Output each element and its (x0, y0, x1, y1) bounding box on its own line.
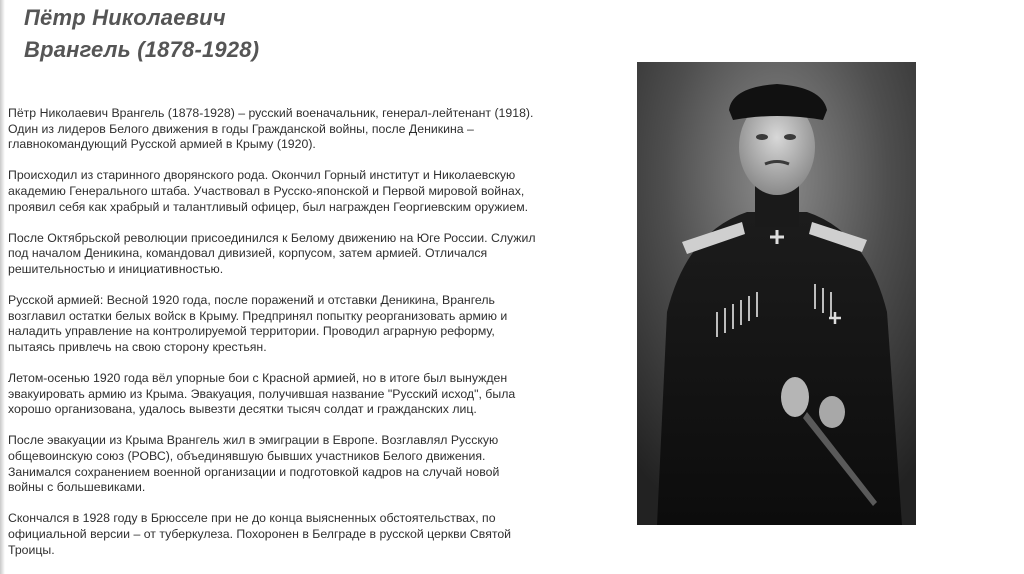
biography-text (8, 106, 568, 574)
paragraph-intro: Пётр Николаевич Врангель (1878-1928) – русский военачальник, генерал-лейтенант (1918). Один из лидеров Белого движения в годы Гражданской войны, после Деникина – главнокомандующий Русской армией в Крыму (1920). (8, 106, 534, 152)
slide-edge-shadow (0, 0, 5, 574)
title-line-name: Пётр Николаевич (24, 5, 226, 30)
paragraph-russian-army: Русской армией: Весной 1920 года, после поражений и отставки Деникина, Врангель возглавил остатки белых войск в Крыму. Предпринял попытку реорганизовать армию и наладить управление на контролируемой территории. Проводил аграрную реформу, пытаясь привлечь на свою сторону крестьян. (8, 293, 508, 354)
paragraph-origin: Происходил из старинного дворянского рода. Окончил Горный институт и Николаевскую академию Генерального штаба. Участвовал в Русско-японской и Первой мировой войнах, проявил себя как храбрый и талантливый офицер, был награжден Георгиевским оружием. (8, 168, 529, 214)
paragraph-emigration: После эвакуации из Крыма Врангель жил в эмиграции в Европе. Возглавлял Русскую общевоинскую союз (РОВС), объединявшую бывших участников Белого движения. Занимался сохранением военной организации и подготовкой кадров на случай новой войны с большевиками. (8, 433, 500, 495)
slide-title (24, 2, 259, 66)
paragraph-death: Скончался в 1928 году в Брюсселе при не до конца выясненных обстоятельствах, по официальной версии – от туберкулеза. Похоронен в Белграде в русской церкви Святой Троицы. (8, 511, 512, 557)
paragraph-revolution: После Октябрьской революции присоединился к Белому движению на Юге России. Служил под началом Деникина, командовал дивизией, корпусом, затем армией. Отличался решительностью и инициативностью. (8, 230, 536, 276)
portrait-photo (637, 62, 916, 525)
title-line-surname-years: Врангель (1878-1928) (24, 37, 260, 62)
paragraph-evacuation: Летом-осенью 1920 года вёл упорные бои с Красной армией, но в итоге был вынужден эвакуировать армию из Крыма. Эвакуация, получившая название "Русский исход", была хорошо организована, удалось вывезти десятки тысяч солдат и гражданских лиц. (8, 371, 516, 417)
